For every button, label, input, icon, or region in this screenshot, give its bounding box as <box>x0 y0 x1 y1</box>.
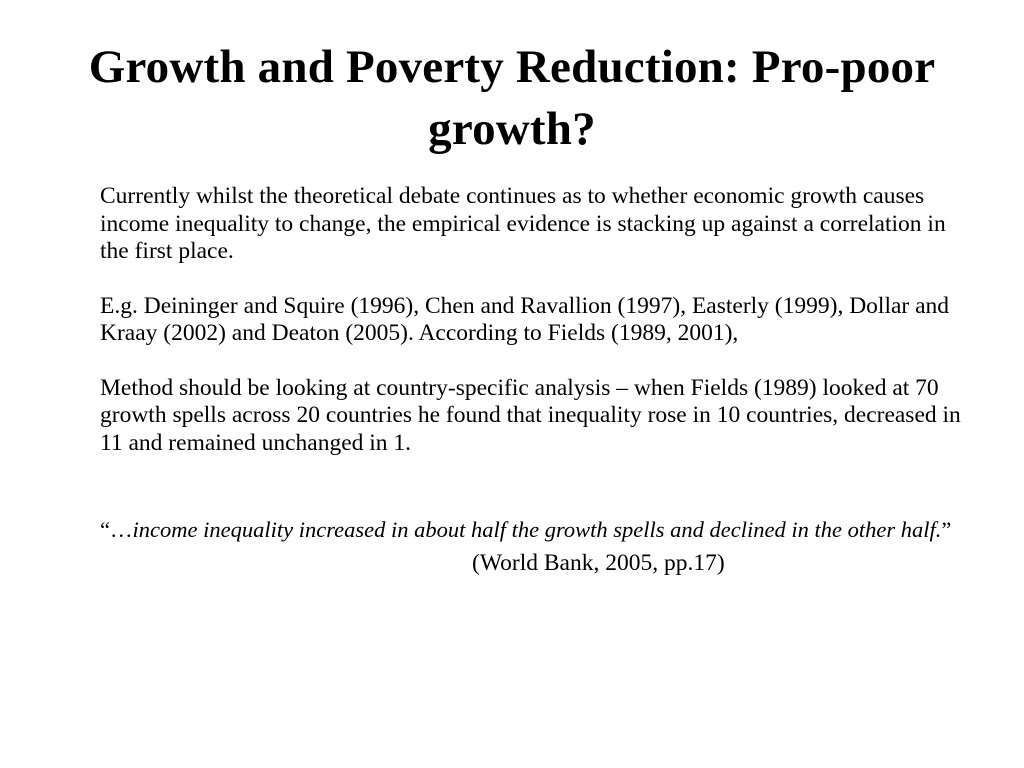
slide-body <box>100 183 970 577</box>
paragraph-theoretical-debate: Currently whilst the theoretical debate continues as to whether economic growth causes income inequality to change, the empirical evidence is stacking up against a correlation in the first place. <box>100 183 946 264</box>
paragraph-empirical-references: E.g. Deininger and Squire (1996), Chen and Ravallion (1997), Easterly (1999), Dollar and Kraay (2002) and Deaton (2005). According to Fields (1989, 2001), <box>100 292 950 346</box>
paragraph-method-fields: Method should be looking at country-specific analysis – when Fields (1989) looked at 70 growth spells across 20 countries he found that inequality rose in 10 countries, decreased in 11 and remained unchanged in 1. <box>100 374 961 456</box>
quote-text: income inequality increased in about half the growth spells and declined in the other half. <box>132 517 942 542</box>
slide-title: Growth and Poverty Reduction: Pro-poor growth? <box>88 41 936 155</box>
block-quote <box>100 517 970 543</box>
quote-open-mark: “… <box>100 517 133 542</box>
quote-close-mark: ” <box>941 517 952 542</box>
quote-citation: (World Bank, 2005, pp.17) <box>472 550 725 576</box>
